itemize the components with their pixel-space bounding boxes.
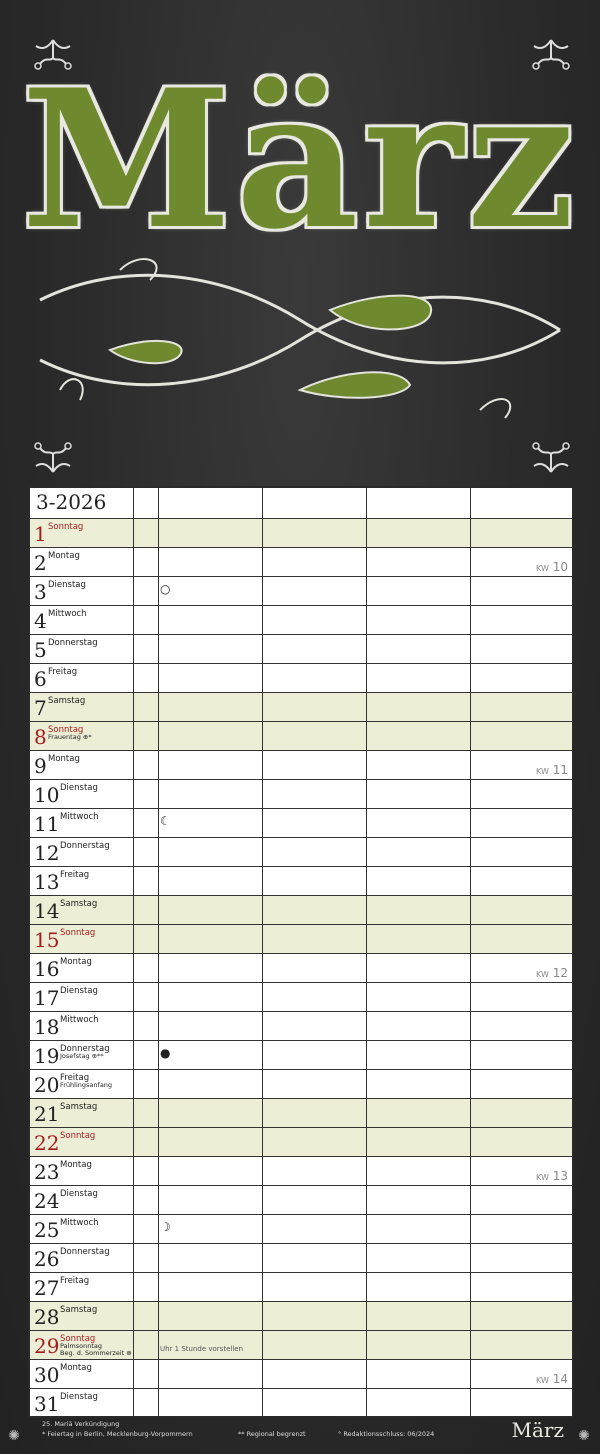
dst-note: Uhr 1 Stunde vorstellen — [160, 1345, 244, 1353]
calendar-row[interactable] — [30, 924, 572, 953]
calendar-row[interactable] — [30, 1272, 572, 1301]
day-name: Montag — [60, 1363, 92, 1373]
footer-note-4: ° Redaktionsschluss: 06/2024 — [338, 1430, 435, 1438]
calendar-row[interactable] — [30, 1069, 572, 1098]
day-name: Dienstag — [60, 783, 98, 793]
day-number: 15 — [34, 928, 60, 952]
moon-phase-icon: ● — [160, 1046, 171, 1060]
calendar-week-number: 12 — [552, 966, 568, 980]
calendar-row[interactable] — [30, 1040, 572, 1069]
calendar-grid — [28, 486, 574, 1418]
day-number: 24 — [34, 1189, 60, 1213]
day-name: Samstag — [48, 696, 86, 706]
calendar-row[interactable] — [30, 1301, 572, 1330]
calendar-week-prefix: KW — [536, 1173, 549, 1182]
day-name: Montag — [60, 957, 92, 967]
calendar-row[interactable] — [30, 1388, 572, 1417]
calendar-row[interactable] — [30, 1214, 572, 1243]
day-name: Montag — [48, 551, 80, 561]
holiday-note: Frühlingsanfang — [60, 1081, 113, 1089]
calendar-row[interactable] — [30, 895, 572, 924]
day-number: 5 — [34, 638, 47, 662]
column-divider — [133, 488, 134, 1416]
day-name: Donnerstag — [60, 841, 110, 851]
day-name: Montag — [48, 754, 80, 764]
day-name: Dienstag — [48, 580, 86, 590]
day-number: 23 — [34, 1160, 60, 1184]
day-name: Sonntag — [48, 522, 84, 532]
day-number: 18 — [34, 1015, 60, 1039]
day-number: 17 — [34, 986, 60, 1010]
calendar-row[interactable] — [30, 808, 572, 837]
holiday-note: Palmsonntag — [60, 1342, 103, 1350]
day-name: Donnerstag — [60, 1247, 110, 1257]
calendar-week-label — [536, 1169, 568, 1183]
day-number: 9 — [34, 754, 47, 778]
column-divider — [366, 488, 367, 1416]
calendar-row[interactable] — [30, 1185, 572, 1214]
flourish-ornament-icon — [0, 240, 600, 430]
day-number: 3 — [34, 580, 47, 604]
calendar-row[interactable] — [30, 1127, 572, 1156]
calendar-row[interactable] — [30, 663, 572, 692]
calendar-header-row — [30, 488, 572, 518]
day-number: 30 — [34, 1363, 60, 1387]
day-name: Sonntag — [60, 928, 96, 938]
calendar-row[interactable] — [30, 547, 572, 576]
calendar-row[interactable] — [30, 1098, 572, 1127]
day-name: Freitag — [48, 667, 78, 677]
day-number: 25 — [34, 1218, 60, 1242]
day-name: Dienstag — [60, 1392, 98, 1402]
calendar-week-prefix: KW — [536, 1376, 549, 1385]
day-name: Samstag — [60, 899, 98, 909]
header — [0, 0, 600, 486]
day-number: 28 — [34, 1305, 60, 1329]
calendar-row[interactable] — [30, 982, 572, 1011]
calendar-week-number: 13 — [552, 1169, 568, 1183]
holiday-note: Beg. d. Sommerzeit ⊕ — [60, 1349, 132, 1357]
day-name: Freitag — [60, 1073, 90, 1083]
calendar-week-label — [536, 763, 568, 777]
month-year-label: 3-2026 — [36, 490, 107, 514]
corner-ornament-bottom-left-icon — [28, 432, 78, 478]
column-divider — [158, 488, 159, 1416]
calendar-row[interactable] — [30, 692, 572, 721]
calendar-week-label — [536, 560, 568, 574]
day-name: Mittwoch — [60, 812, 99, 822]
day-number: 12 — [34, 841, 60, 865]
calendar-row[interactable] — [30, 1359, 572, 1388]
calendar-week-prefix: KW — [536, 970, 549, 979]
calendar-row[interactable] — [30, 634, 572, 663]
day-name: Sonntag — [60, 1334, 96, 1344]
calendar-row[interactable] — [30, 750, 572, 779]
day-number: 21 — [34, 1102, 60, 1126]
calendar-week-prefix: KW — [536, 767, 549, 776]
calendar-row[interactable] — [30, 866, 572, 895]
calendar-row[interactable] — [30, 1330, 572, 1359]
calendar-row[interactable] — [30, 518, 572, 547]
calendar-row[interactable] — [30, 1156, 572, 1185]
day-name: Donnerstag — [48, 638, 98, 648]
day-number: 26 — [34, 1247, 60, 1271]
holiday-note: Josefstag ⊕** — [60, 1052, 104, 1060]
column-divider — [470, 488, 471, 1416]
calendar-week-number: 11 — [552, 763, 568, 777]
month-title: März — [21, 48, 579, 271]
calendar-week-label — [536, 966, 568, 980]
calendar-row[interactable] — [30, 605, 572, 634]
day-number: 27 — [34, 1276, 60, 1300]
day-number: 14 — [34, 899, 60, 923]
day-number: 2 — [34, 551, 47, 575]
calendar-row[interactable] — [30, 576, 572, 605]
day-number: 13 — [34, 870, 60, 894]
day-number: 16 — [34, 957, 60, 981]
day-number: 29 — [34, 1334, 60, 1358]
calendar-row[interactable] — [30, 721, 572, 750]
footer-note-1: 25. Mariä Verkündigung — [42, 1420, 120, 1428]
day-number: 1 — [34, 522, 47, 546]
calendar-row[interactable] — [30, 779, 572, 808]
moon-phase-icon: ☾ — [160, 814, 171, 828]
day-number: 22 — [34, 1131, 60, 1155]
footer-note-2: * Feiertag in Berlin, Mecklenburg-Vorpommern — [42, 1430, 193, 1438]
gear-right-icon: ✺ — [578, 1428, 590, 1444]
day-number: 7 — [34, 696, 47, 720]
calendar-week-number: 10 — [552, 560, 568, 574]
holiday-note: Frauentag ⊕* — [48, 733, 92, 741]
column-divider — [262, 488, 263, 1416]
day-name: Samstag — [60, 1102, 98, 1112]
moon-phase-icon: ☽ — [160, 1220, 171, 1234]
day-name: Mittwoch — [60, 1015, 99, 1025]
day-name: Mittwoch — [48, 609, 87, 619]
day-name: Montag — [60, 1160, 92, 1170]
day-name: Samstag — [60, 1305, 98, 1315]
day-name: Freitag — [60, 870, 90, 880]
day-name: Mittwoch — [60, 1218, 99, 1228]
calendar-row[interactable] — [30, 837, 572, 866]
day-number: 8 — [34, 725, 47, 749]
day-number: 6 — [34, 667, 47, 691]
day-name: Donnerstag — [60, 1044, 110, 1054]
calendar-row[interactable] — [30, 953, 572, 982]
calendar-row[interactable] — [30, 1243, 572, 1272]
footer-note-3: ** Regional begrenzt — [238, 1430, 306, 1438]
day-name: Dienstag — [60, 1189, 98, 1199]
day-name: Sonntag — [48, 725, 84, 735]
day-number: 11 — [34, 812, 60, 836]
day-number: 31 — [34, 1392, 60, 1416]
day-name: Dienstag — [60, 986, 98, 996]
calendar-week-prefix: KW — [536, 564, 549, 573]
footer-month-title: März — [511, 1418, 564, 1442]
day-number: 19 — [34, 1044, 60, 1068]
day-number: 20 — [34, 1073, 60, 1097]
calendar-week-label — [536, 1372, 568, 1386]
gear-left-icon: ✺ — [8, 1428, 20, 1444]
moon-phase-icon: ○ — [160, 582, 171, 596]
calendar-week-number: 14 — [552, 1372, 568, 1386]
day-name: Sonntag — [60, 1131, 96, 1141]
day-name: Freitag — [60, 1276, 90, 1286]
corner-ornament-bottom-right-icon — [526, 432, 576, 478]
calendar-row[interactable] — [30, 1011, 572, 1040]
day-number: 10 — [34, 783, 60, 807]
day-number: 4 — [34, 609, 47, 633]
